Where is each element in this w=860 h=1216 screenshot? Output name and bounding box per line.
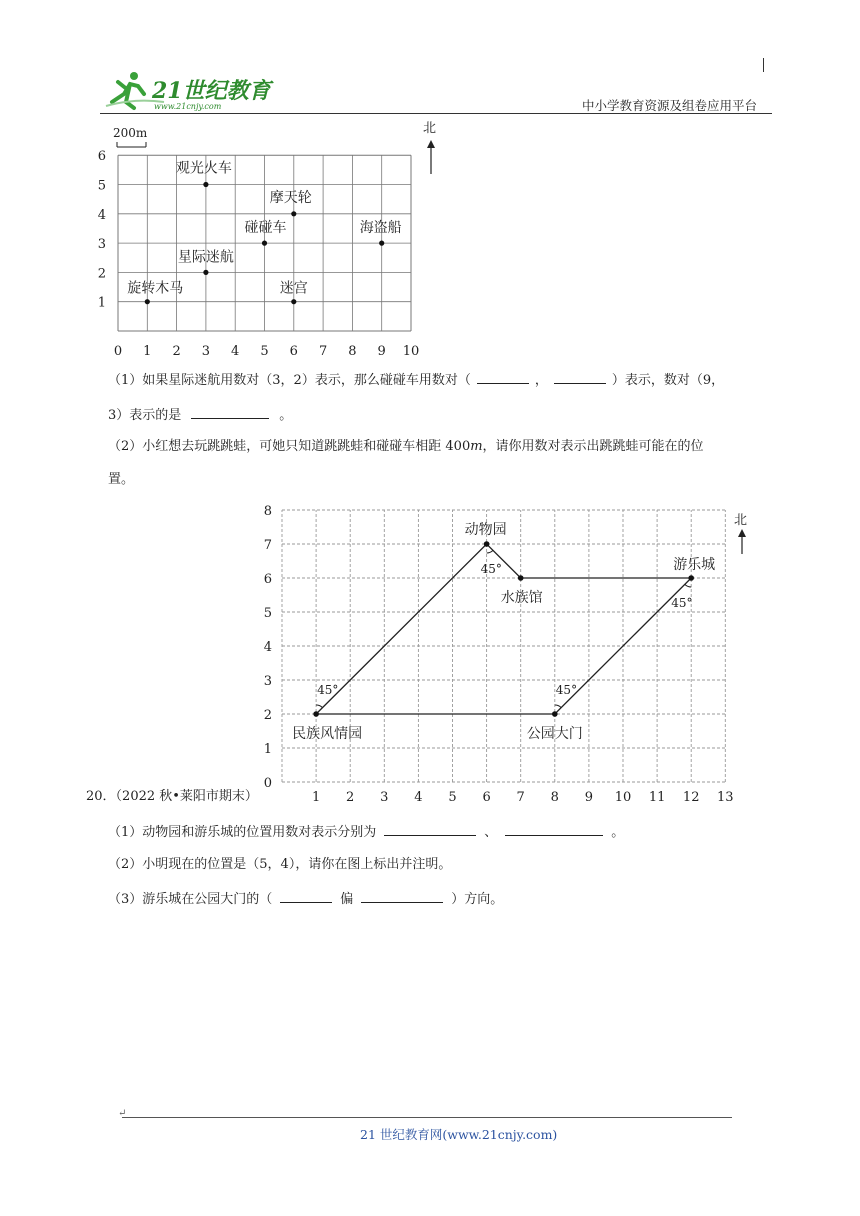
x-tick-label: 12 <box>682 790 700 805</box>
location-point <box>203 182 208 187</box>
location-point <box>203 270 208 275</box>
angle-arc <box>555 705 561 708</box>
angle-label: 45° <box>555 683 578 697</box>
location-label: 摩天轮 <box>269 189 312 206</box>
x-tick-label: 6 <box>289 344 298 359</box>
y-tick-label: 3 <box>263 674 272 689</box>
y-tick-label: 2 <box>97 266 106 282</box>
q20-part3: （3）游乐城在公园大门的（ 偏 ）方向。 <box>108 888 503 910</box>
location-point <box>313 711 319 717</box>
scale-label: 200m <box>113 126 148 140</box>
x-tick-label: 11 <box>648 790 666 805</box>
location-point <box>262 241 267 246</box>
y-tick-label: 5 <box>97 178 106 194</box>
north-label: 北 <box>423 121 437 136</box>
platform-name: 中小学教育资源及组卷应用平台 <box>582 98 758 113</box>
x-tick-label: 9 <box>584 790 594 805</box>
y-tick-label: 4 <box>97 207 106 223</box>
answer-blank-3[interactable] <box>191 404 269 419</box>
angle-arc <box>685 584 691 587</box>
location-label: 动物园 <box>464 522 507 538</box>
y-tick-label: 3 <box>97 237 106 253</box>
answer-blank-5[interactable] <box>505 821 603 836</box>
north-indicator <box>423 121 436 174</box>
location-label: 迷宫 <box>279 280 308 297</box>
q20-heading <box>86 787 258 807</box>
header-divider <box>100 113 772 114</box>
location-point <box>145 299 150 304</box>
logo-url: www.21cnjy.com <box>154 102 222 111</box>
answer-blank-6[interactable] <box>280 888 332 903</box>
q20-source: （2022 秋•莱阳市期末） <box>115 789 258 804</box>
location-label: 水族馆 <box>500 590 543 606</box>
footer-divider <box>122 1117 732 1118</box>
location-label: 海盗船 <box>359 220 402 237</box>
y-tick-label: 5 <box>263 606 272 621</box>
x-tick-label: 6 <box>482 790 491 805</box>
x-tick-label: 8 <box>348 344 357 359</box>
site-logo <box>104 68 284 112</box>
footer-text: 21 世纪教育网(www.21cnjy.com) <box>360 1127 558 1142</box>
x-tick-label: 10 <box>614 790 632 805</box>
q20-part2: （2）小明现在的位置是（5，4），请你在图上标出并注明。 <box>108 857 452 872</box>
x-tick-label: 2 <box>346 790 355 805</box>
location-point <box>552 711 558 717</box>
q19-part2-line2: 置。 <box>108 472 135 487</box>
answer-blank-2[interactable] <box>554 369 606 384</box>
angle-label: 45° <box>480 562 502 576</box>
x-tick-label: 0 <box>113 344 123 359</box>
north-indicator <box>734 513 747 554</box>
location-label: 星际迷航 <box>177 249 234 266</box>
coordinate-grid-2 <box>240 500 760 810</box>
angle-label: 45° <box>671 596 693 610</box>
north-label: 北 <box>734 513 748 528</box>
x-tick-label: 13 <box>717 790 734 805</box>
x-tick-label: 4 <box>414 790 423 805</box>
location-label: 观光火车 <box>175 160 232 177</box>
x-tick-label: 1 <box>311 790 321 805</box>
location-label: 碰碰车 <box>244 220 287 237</box>
q20-part1: （1）动物园和游乐城的位置用数对表示分别为 、 。 <box>108 821 624 843</box>
q19-part1-line1: （1）如果星际迷航用数对（3，2）表示，那么碰碰车用数对（ ， ）表示，数对（9， <box>108 369 724 391</box>
answer-blank-4[interactable] <box>384 821 476 836</box>
location-point <box>484 541 490 547</box>
y-tick-label: 6 <box>97 149 106 165</box>
y-tick-label: 4 <box>263 640 272 655</box>
y-tick-label: 1 <box>263 742 272 757</box>
y-tick-label: 7 <box>263 538 272 553</box>
x-tick-label: 1 <box>143 344 152 359</box>
answer-blank-7[interactable] <box>361 888 443 903</box>
location-label: 旋转木马 <box>127 280 184 297</box>
x-tick-label: 10 <box>402 344 420 359</box>
location-point <box>291 211 296 216</box>
location-point <box>688 575 694 581</box>
x-tick-label: 8 <box>550 790 559 805</box>
coordinate-grid-1 <box>80 118 440 363</box>
y-tick-label: 1 <box>97 295 106 311</box>
x-tick-label: 7 <box>318 344 328 359</box>
y-tick-label: 8 <box>263 504 272 519</box>
location-point <box>518 575 524 581</box>
y-tick-label: 2 <box>263 708 272 723</box>
return-mark-icon: ↵ <box>118 1108 127 1119</box>
location-label: 公园大门 <box>526 726 583 742</box>
x-tick-label: 7 <box>516 790 525 805</box>
header-tick <box>763 58 764 72</box>
x-tick-label: 9 <box>377 344 386 359</box>
angle-arc <box>316 705 322 708</box>
x-tick-label: 5 <box>260 344 269 359</box>
location-point <box>379 241 384 246</box>
route-path <box>316 544 691 714</box>
q19-part2-line1: （2）小红想去玩跳跳蛙，可她只知道跳跳蛙和碰碰车相距 400m，请你用数对表示出跳跳蛙可能在的位 <box>108 439 704 454</box>
x-tick-label: 3 <box>380 790 389 805</box>
x-tick-label: 4 <box>231 344 240 359</box>
scale-bar <box>113 126 148 147</box>
y-tick-label: 6 <box>263 572 272 587</box>
angle-label: 45° <box>317 683 339 697</box>
y-tick-label: 0 <box>263 776 272 791</box>
q19-part1-line2: 3）表示的是 。 <box>108 404 292 426</box>
logo-text: 21世纪教育 <box>152 78 271 104</box>
north-arrow-icon <box>427 140 435 148</box>
location-point <box>291 299 296 304</box>
x-tick-label: 2 <box>172 344 181 359</box>
q20-number: 20． <box>86 789 116 804</box>
location-label: 民族风情园 <box>292 726 363 742</box>
north-arrow-icon <box>738 529 746 537</box>
answer-blank-1[interactable] <box>477 369 529 384</box>
x-tick-label: 3 <box>201 344 211 359</box>
location-label: 游乐城 <box>673 557 716 573</box>
x-tick-label: 5 <box>448 790 457 805</box>
angle-arc <box>487 550 493 553</box>
